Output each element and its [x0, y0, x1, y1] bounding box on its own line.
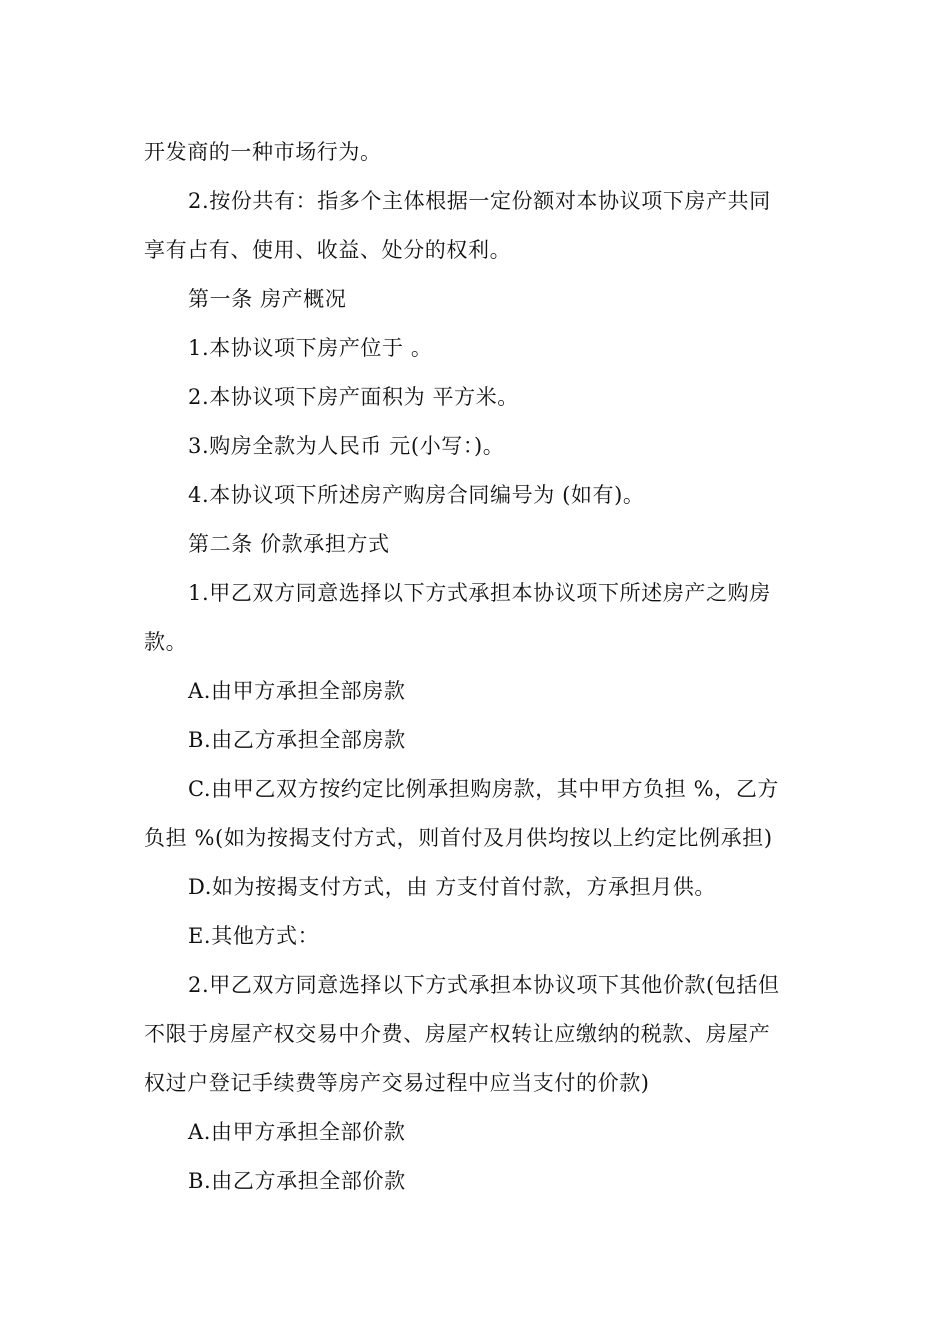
- text-line: 负担 %(如为按揭支付方式，则首付及月供均按以上约定比例承担): [144, 826, 773, 850]
- text-line: 2.甲乙双方同意选择以下方式承担本协议项下其他价款(包括但: [188, 973, 780, 997]
- document-body: [144, 128, 808, 1206]
- option-line: B.由乙方承担全部价款: [188, 1169, 406, 1193]
- option-line: D.如为按揭支付方式，由 方支付首付款，方承担月供。: [188, 875, 717, 899]
- text-line: 2.本协议项下房产面积为 平方米。: [188, 385, 519, 409]
- option-line: E.其他方式：: [188, 924, 320, 948]
- option-line: C.由甲乙双方按约定比例承担购房款，其中甲方负担 %，乙方: [188, 777, 780, 801]
- text-line: 4.本协议项下所述房产购房合同编号为 (如有)。: [188, 483, 645, 507]
- text-line: 1.本协议项下房产位于 。: [188, 336, 433, 360]
- option-line: B.由乙方承担全部房款: [188, 728, 406, 752]
- text-line: 2.按份共有：指多个主体根据一定份额对本协议项下房产共同: [188, 189, 771, 213]
- text-line: 款。: [144, 630, 188, 654]
- section-heading: 第二条 价款承担方式: [188, 532, 390, 556]
- text-line: 享有占有、使用、收益、处分的权利。: [144, 238, 512, 262]
- text-line: 开发商的一种市场行为。: [144, 140, 382, 164]
- option-line: A.由甲方承担全部价款: [188, 1120, 406, 1144]
- text-line: 1.甲乙双方同意选择以下方式承担本协议项下所述房产之购房: [188, 581, 771, 605]
- text-line: 不限于房屋产权交易中介费、房屋产权转让应缴纳的税款、房屋产: [144, 1022, 771, 1046]
- text-line: 权过户登记手续费等房产交易过程中应当支付的价款): [144, 1071, 650, 1095]
- section-heading: 第一条 房产概况: [188, 287, 347, 311]
- text-line: 3.购房全款为人民币 元(小写：)。: [188, 434, 505, 458]
- option-line: A.由甲方承担全部房款: [188, 679, 406, 703]
